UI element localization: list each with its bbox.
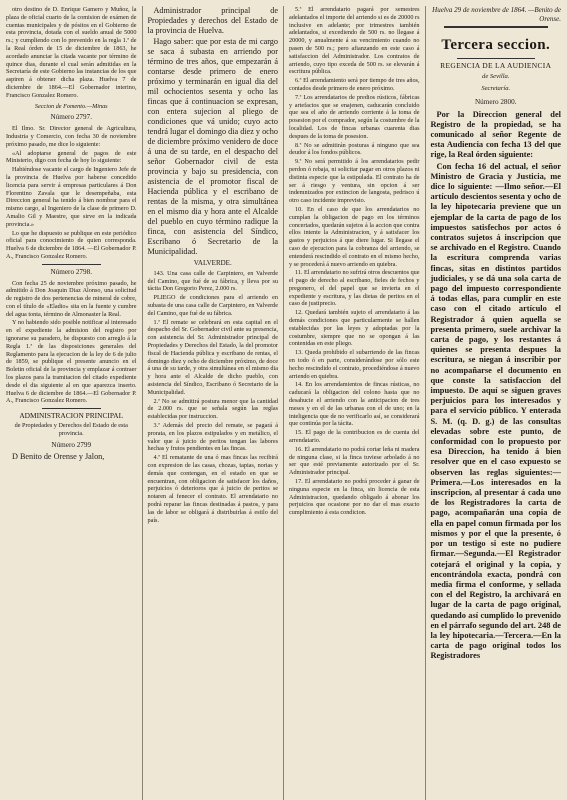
divider-thick	[444, 26, 548, 28]
columns	[6, 6, 561, 800]
sevilla-subheading: de Sevilla.	[482, 72, 510, 80]
paragraph-item-143: 143. Una casa calle de Carpintero, en Valverde del Camino, que fué de su fábrica, y lleva por su tácita Don Gregorio Perez, 2.000 rs.	[147, 269, 278, 293]
section-title: Tercera seccion.	[441, 37, 551, 54]
column-4	[425, 6, 562, 800]
condition-9: 9.ª No será permitido á los arrendatarios pedir perdon ó rebaja, ni solicitar pagar en otros plazos ni distinta especie que la estipulada. El contrato ha de ser á riesgo y ventura, sin opcion á ser indemnizados por extincion de langosta, pedrisco ú otro caso incidente imprevisto.	[289, 158, 420, 205]
condition-2: 2.ª No se admitirá postura menor que la cantidad de 2.000 rs. que se señala según las reglas establecidas por instruccion.	[147, 397, 278, 421]
condition-8: 8.ª No se admitirán posturas á ninguno que sea deudor á los fondos públicos.	[289, 141, 420, 157]
column-3	[283, 6, 420, 800]
paragraph-2799-start: D Benito de Orense y Jalon,	[12, 452, 105, 462]
condition-13: 13. Queda prohibido el subarriendo de las fincas en todo ó en parte, considerándose por sólo este hecho rescindido el contrato, procediéndose á nuevo arriendo en quiebra.	[289, 349, 420, 380]
heading-valverde: VALVERDE.	[193, 259, 232, 267]
paragraph-administrador: Administrador principal de Propiedades y derechos del Estado de la provincia de Huelva.	[147, 6, 278, 35]
admin-subheading: de Propiedades y Derechos del Estado de esta provincia.	[14, 422, 128, 437]
paragraph-2798-b: Y no habiendo sido posible notificar al interesado en el expediente la admision del registro por ignorarse su paradero, he dispuesto con arreglo á la Regla 1.ª de las disposiciones generales del Reglamento para la ejecucion de la ley de 6 de julio de 1859, se publique el presente anuncio en el Boletin oficial de la provincia y emplazar á contraer los plazos para la tramitacion del citado expediente desde el dia siguiente al en que aparezca inserto. Huelva 6 de diciembre de 1864.—El Gobernador P. A., Francisco Gonzalez Romero.	[6, 319, 137, 405]
section-fomento-heading: Seccion de Fomento.—Minas	[34, 102, 108, 110]
condition-11: 11. El arrendatario no sufrirá otros descuentos que el pago de derecho al escribano, fieles de fechos y pregonero, el del papel que se invierta en el expediente y escritura, y las dietas de peritos en el caso de justiprecio.	[289, 269, 420, 308]
paragraph-2797-d: Lo que he dispuesto se publique en este periódico oficial para conocimiento de quien corresponda. Huelva 6 de diciembre de 1864. —El Gobernador P. A., Francisco Gonzalez Romero.	[6, 229, 137, 260]
column-2	[142, 6, 279, 800]
condition-7: 7.ª Los arrendatarios de predios rústicos, fábricas y artefactos que se enajenen, caducarán concluido que sea el año de arriendo corriente á la toma de posesion por el comprador, según la costumbre de la localidad. Los de fincas urbanas cuarenta dias despues de la toma de posesion.	[289, 93, 420, 140]
condition-5: 5.ª El arrendatario pagará por semestres adelantados el importe del arriendo si es de 20000 rs inclusive en adelante; por trimestres también adelantados, si excediendo de 500 rs. no llegase á 20000, y anualmente á su vencimiento cuando no pasen de 500 rs.; pero afianzando en este caso á satisfaccion del Administrador. Los contratos de arriendo, cuyo tipo exceda de 500 rs. se elevarán á escritura pública.	[289, 6, 420, 76]
paragraph-2797-b: «Al adoptarse general de pagos de este Ministerio, digo con fecha de hoy lo siguiente:	[6, 149, 137, 165]
paragraph-intro: otro destino de D. Enrique Gamero y Muñoz, la plaza de oficial cuarto de la comision de exámen de cuentas municipales y de pósitos en el Gobierno de esta provincia, dotada con el sueldo anual de 5000 rs.; y cumpliendo con lo prevenido en la regla 1.ª de la Real órden de 15 de diciembre de 1863, he acordado anunciar la citada vacante por término de quince dias, durante el cual serán admitidas en la Secretaría de este Gobierno las instancias de los que aspiren á obtener dicha plaza. Huelva 7 de diciembre de 1864.—El Gobernador interino, Francisco Gonzalez Romero.	[6, 6, 137, 99]
divider	[42, 408, 101, 409]
paragraph-direccion: Por la Direccion general del Registro de la propiedad, se ha comunicado al señor Regente de esta Audiencia con fecha 13 del que rige, la Real órden siguiente:	[430, 109, 561, 160]
signature-orense: Huelva 29 de noviembre de 1864. —Benito de Orense.	[432, 6, 561, 23]
divider	[42, 264, 101, 265]
paragraph-2798-a: Con fecha 25 de noviembre próximo pasado, he admitido á Don Joaquin Diaz Alonso, una solicitud de registro de dos pertenencias de mineral de cobre, con el título de «Eladio» sita en la fuente y cumbre del agua tonta, término de Almonaster la Real.	[6, 279, 137, 318]
number-2798: Número 2798.	[50, 267, 93, 276]
number-2797: Número 2797.	[50, 113, 93, 122]
number-2799: Número 2799	[51, 440, 92, 449]
paragraph-2797-c: Habiéndose vacante el cargo de Ingeniero Jefe de la provincia de Huelva por haberse concedido licencia para servir á empresas particulares á Don Florentino Zavala que le desempeñaba, esta Direccion general ha tenido á bien nombrar para el mismo cargo, al Ingeniero de la clase de primero D. Amalio Gil y Maestre, que sirve en la indicada provincia.»	[6, 166, 137, 228]
number-2800: Número 2800.	[474, 97, 517, 106]
paragraph-real-orden: Con fecha 16 del actual, el señor Ministro de Gracia y Justicia, me dice lo siguiente: —Ilmo señor.—El artículo descientos sesenta y ocho de la ley hipotecaria previene que un ejemplar de la carta de pago de los impuestos satisfechos por actos ó contratos sujetos á inscripcion que se archivado en el Registro. Cuando la escritura comprenda varias fincas, sitas en distintos partidos judiciales, y se dá una sola carta de pago del impuesto correspondiente á todas ellas, para cumplir en este caso con el citado artículo el Registrador á quien aquella se presenta primero, suele archivar la carta de pago, y los restantes á quienes se presenta despues la escritura, se niegan á inscribir por no acompañarse el documento en que conste la satisfaccion del impuesto. De aquí se siguen graves perjuicios para los interesados y para el servicio público. Y enterada S. M. (q. D. g.) de las consultas elevadas sobre este punto, de conformidad con lo propuesto por esa Direccion, ha tenido á bien resolver que en el caso expuesto se observen las reglas siguientes:—Primera.—Los interesados en la inscripcion, al presentar á cada uno de los Registradores la carta de pago, acompañarán una copia de ella en papel comun firmada por los mismos y por el que la presente, ó por un testigo si este no pudiere firmar.—Segunda.—El Registrador cotejará el original y la copia, y encontrándola exacta, pondrá con media firma el conforme, y sellada con el del Registro, la archivará en lugar de la carta de pago original, quedando así cumplido lo prevenido en el párrafo segundo del art. 248 de la ley hipotecaria.—Tercera.—En la carta de pago original todos los Registradores	[430, 161, 561, 661]
condition-12: 12. Quedará también sujeto el arrendatario á las demás condiciones que particularmente se hallen establecidas por las leyes y adoptadas por la costumbre, siempre que no se opongan á las contenidas en este pliego.	[289, 309, 420, 348]
paragraph-pliego: PLIEGO de condiciones para el arriendo en subasta de una casa calle de Carpintero, en Valverde del Camino, que fué de su fábrica.	[147, 294, 278, 317]
column-1	[6, 6, 137, 800]
divider	[457, 58, 535, 59]
condition-14: 14. En los arrendamientos de fincas rústicas, no caducará la obligacion del colono hasta que no desahucie el arriendo con la anticipacion de tres meses y en el de las urbanas con el de uno; en la inteligencia que de no verificarlo así, se considerará que continúa por la tácita.	[289, 381, 420, 428]
regencia-heading: REGENCIA DE LA AUDIENCIA	[440, 61, 552, 71]
condition-4: 4.ª El rematante de una ó mas fincas las recibirá con expresion de las casas, chozas, tapias, norias y demás que contengan, en el estado en que se encuentran, con obligacion de satisfacer los daños, perjuicios ó deterioros que á juicio de peritos se notaren al fenecer el contrato. El arrendatario no podrá reparar las fincas destinadas á pastos, y para las de labor se obligará á distribuirlas á estilo del país.	[147, 454, 278, 524]
condition-10: 10. En el caso de que los arrendatarios no cumplan la obligacion de pago en los términos concertados, quedarán sujetos á la accion que contra ellos intente la Administracion, y á satisfacer los gastos y perjuicios á que diere lugar. Si llegase el caso de ejecucion para la cobranza del arriendo, se entenderá rescindido el contrato en el mismo hecho, y se procederá á nuevo arriendo en quiebra.	[289, 205, 420, 268]
condition-15: 15. El pago de la contribucion es de cuenta del arrendatario.	[289, 429, 420, 445]
condition-1: 1.ª El remate se celebrará en esta capital en el despacho del Sr. Gobernador civil ante su presencia, con asistencia del Sr. Administrador principal de Propiedades y Derechos del Estado, la del promotor fiscal de Hacienda pública y escribano de rentas, el domingo diez y ocho de diciembre próximo, de doce á una de su tarde, y otra simultánea en el mismo dia y hora ante el Alcalde de dicho pueblo, con asistencia del Síndico, Escribano ó Secretario de la Municipalidad.	[147, 318, 278, 396]
paragraph-2797-a: El Ilmo. Sr. Director general de Agricultura, Industria y Comercio, con fecha 30 de noviembre próximo pasado, me dice lo siguiente:	[6, 125, 137, 148]
paragraph-hago-saber: Hago saber: que por esta de mi cargo se saca á subasta en arriendo por término de tres años, que empezarán á contarse desde primero de enero próximo y terminarán en igual dia del mil ochocientos sesenta y ocho las fincas que á continuacion se expresan, con entera sujecion al pliego de condiciones que vá unido; cuyo acto tendrá lugar el domingo dia diez y ocho de diciembre próximo venidero de doce á una de su tarde, en el despacho del señor Gobernador civil de esta provincia y bajo su presidencia, con asistencia de el promotor fiscal de Hacienda pública y el escribano de rentas de la misma, y otra simultánea en el mismo dia y hora ante el Alcalde del pueblo en cuyo término radique la finca, con asistencia del Síndico, Escribano ó Secretario de la Municipalidad.	[147, 37, 278, 256]
condition-6: 6.ª El arrendamiento será por tiempo de tres años, contados desde primero de enero próximo.	[289, 77, 420, 92]
secretaria-subheading: Secretaría.	[481, 85, 511, 93]
condition-3: 3.ª Además del precio del remate, se pagará á prorata, en los plazos estipulados y en metálico, el valor que á juicio de peritos tengan las labores hechas y frutos pendientes en las fincas.	[147, 421, 278, 453]
condition-17: 17. El arrendatario no podrá proceder á ganar de ninguna especie en la finca, sin licencia de esta Administracion, quedando obligado á abonar los perjuicios que ocasione por no dar el mas exacto cumplimiento á esta condicion.	[289, 478, 420, 517]
admin-heading: ADMINISTRACION PRINCIPAL	[19, 411, 124, 421]
condition-16: 16. El arrendatario no podrá cortar leña ni madera de ninguna clase, si la finca tuviese arbolado á no ser que esté previamente autorizado por el Sr. Administrador principal.	[289, 445, 420, 477]
